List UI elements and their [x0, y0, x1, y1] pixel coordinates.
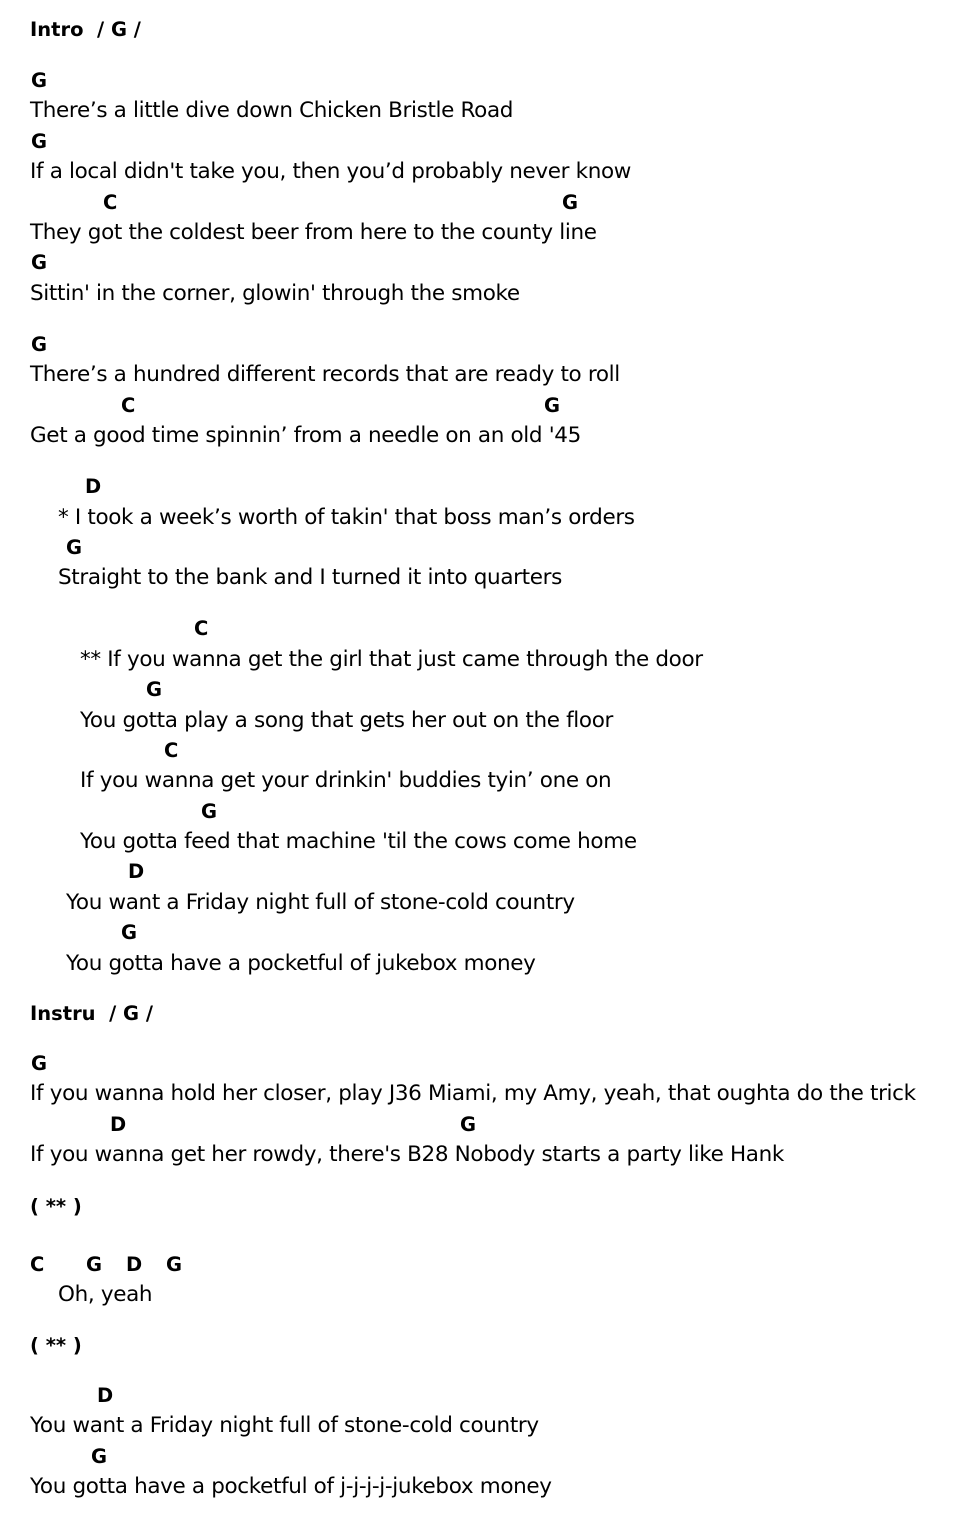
chord: C	[30, 1253, 45, 1276]
chord: G	[31, 1052, 48, 1075]
chord: G	[201, 800, 218, 823]
lyric-line: You gotta play a song that gets her out on the floor	[80, 708, 614, 733]
chord: G	[66, 536, 83, 559]
chorus-reference: ( ** )	[30, 1334, 82, 1357]
chord: G	[31, 130, 48, 153]
chord: G	[146, 678, 163, 701]
chord: D	[128, 860, 145, 883]
chord: D	[85, 475, 102, 498]
chord: G	[121, 921, 138, 944]
lyric-line: There’s a little dive down Chicken Bristle Road	[30, 98, 514, 123]
lyric-line: You gotta have a pocketful of j-j-j-j-jukebox money	[30, 1474, 552, 1499]
lyric-line: ** If you wanna get the girl that just came through the door	[80, 647, 703, 672]
chord: D	[97, 1384, 114, 1407]
lyric-line: You gotta feed that machine 'til the cows come home	[80, 829, 637, 854]
chord: C	[164, 739, 179, 762]
lyric-line: If you wanna get her rowdy, there's B28 Nobody starts a party like Hank	[30, 1142, 784, 1167]
lyric-line: If a local didn't take you, then you’d probably never know	[30, 159, 632, 184]
lyric-line: You gotta have a pocketful of jukebox money	[66, 951, 536, 976]
lyric-line: Sittin' in the corner, glowin' through the smoke	[30, 281, 520, 306]
chord: D	[110, 1113, 127, 1136]
chord: G	[544, 394, 561, 417]
chord: G	[91, 1445, 108, 1468]
chord: G	[562, 191, 579, 214]
chorus-reference: ( ** )	[30, 1195, 82, 1218]
lyric-line: They got the coldest beer from here to the county line	[30, 220, 597, 245]
chord: C	[121, 394, 136, 417]
lyric-line: Oh, yeah	[58, 1282, 153, 1307]
lyric-line: Straight to the bank and I turned it into quarters	[58, 565, 562, 590]
lyric-line: If you wanna get your drinkin' buddies tyin’ one on	[80, 768, 612, 793]
chord: G	[31, 251, 48, 274]
lyric-line: Get a good time spinnin’ from a needle on an old '45	[30, 423, 581, 448]
lyric-line: You want a Friday night full of stone-cold country	[30, 1413, 539, 1438]
section-label-intro: Intro / G /	[30, 18, 141, 41]
lyric-line: There’s a hundred different records that are ready to roll	[30, 362, 620, 387]
chord: G	[31, 69, 48, 92]
chord: G	[166, 1253, 183, 1276]
lyric-line: * I took a week’s worth of takin' that boss man’s orders	[58, 505, 635, 530]
chord: C	[103, 191, 118, 214]
chord: G	[86, 1253, 103, 1276]
chord: G	[460, 1113, 477, 1136]
section-label-instru: Instru / G /	[30, 1002, 153, 1025]
lyric-line: You want a Friday night full of stone-cold country	[66, 890, 575, 915]
chord: C	[194, 617, 209, 640]
lyric-line: If you wanna hold her closer, play J36 Miami, my Amy, yeah, that oughta do the trick	[30, 1081, 916, 1106]
chord: D	[126, 1253, 143, 1276]
chord: G	[31, 333, 48, 356]
